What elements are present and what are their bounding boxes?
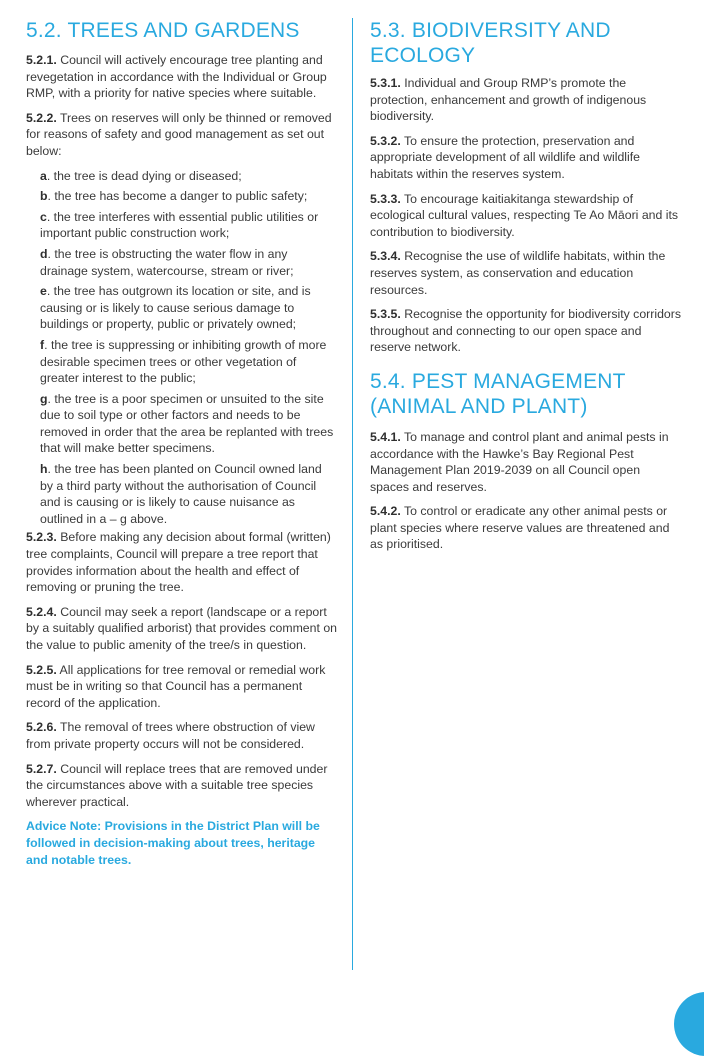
clause-text: Council will replace trees that are removed under the circumstances above with a suitable tree species wherever practical.: [26, 761, 328, 809]
clause-5-3-3: [370, 191, 682, 241]
clause-text: To encourage kaitiakitanga stewardship of ecological cultural values, respecting Te Ao Māori and its contribution to biodiversity.: [370, 191, 679, 239]
clause-number: 5.3.2.: [370, 133, 401, 148]
subclause-text: . the tree is a poor specimen or unsuited to the site due to soil type or other factors and needs to be removed in order that the area be replanted with trees that will make better specimens.: [40, 391, 334, 456]
clause-5-2-1: [26, 52, 338, 102]
clause-5-3-2: [370, 133, 682, 183]
subclause-letter: g: [40, 391, 48, 406]
left-column: [26, 18, 338, 868]
subclause-letter: f: [40, 337, 45, 352]
subclause-letter: h: [40, 462, 48, 477]
section-heading-pest-management: 5.4. PEST MANAGEMENT (ANIMAL AND PLANT): [370, 369, 626, 418]
clause-text: Council will actively encourage tree planting and revegetation in accordance with the Individual or Group RMP, with a priority for native species where suitable.: [26, 53, 327, 101]
clause-number: 5.2.6.: [26, 720, 57, 735]
clause-number: 5.3.3.: [370, 191, 401, 206]
clause-text: The removal of trees where obstruction of view from private property occurs will not be considered.: [26, 720, 315, 751]
clause-text: Council may seek a report (landscape or a report by a suitably qualified arborist) that provides comment on the value to public amenity of the tree/s in question.: [26, 604, 337, 652]
clause-text: To manage and control plant and animal pests in accordance with the Hawke’s Bay Regional Pest Management Plan 2019-2039 on all Council open spaces and reserves.: [370, 429, 669, 494]
clause-number: 5.3.4.: [370, 249, 401, 264]
subclause-text: . the tree is dead dying or diseased;: [46, 168, 242, 183]
right-column: [370, 18, 682, 561]
clause-5-2-4: [26, 604, 338, 654]
subclause-c: [26, 209, 338, 242]
subclause-letter: c: [40, 209, 47, 224]
section-heading-biodiversity: 5.3. BIODIVERSITY AND ECOLOGY: [370, 19, 611, 67]
clause-5-2-2: [26, 110, 338, 160]
subclause-a: [26, 168, 338, 185]
clause-number: 5.2.3.: [26, 530, 57, 545]
subclause-letter: e: [40, 284, 47, 299]
clause-number: 5.2.4.: [26, 604, 57, 619]
clause-5-2-7: [26, 761, 338, 811]
clause-5-4-2: [370, 503, 682, 553]
clause-number: 5.2.1.: [26, 53, 57, 67]
page-corner-marker: [674, 992, 704, 1056]
clause-number: 5.4.2.: [370, 504, 401, 519]
clause-5-2-6: [26, 719, 338, 752]
subclause-text: . the tree is suppressing or inhibiting growth of more desirable specimen trees or other vegetation of greater interest to the public;: [40, 337, 327, 386]
subclause-e: [26, 283, 338, 333]
subclause-letter: b: [40, 189, 48, 204]
clause-text: To control or eradicate any other animal pests or plant species where reserve values are threatened and as prioritised.: [370, 504, 670, 552]
column-divider: [352, 18, 353, 970]
clause-number: 5.2.2.: [26, 110, 57, 125]
clause-number: 5.4.1.: [370, 429, 401, 444]
clause-5-2-5: [26, 662, 338, 712]
clause-text: To ensure the protection, preservation and appropriate development of all wildlife and wildlife habitats within the reserves system.: [370, 133, 641, 181]
subclause-text: . the tree interferes with essential public utilities or important public construction work;: [40, 209, 319, 241]
clause-text: Recognise the opportunity for biodiversity corridors throughout and connecting to our open space and reserve network.: [370, 307, 682, 355]
clause-text: Before making any decision about formal (written) tree complaints, Council will prepare a tree report that provides information about the health and effect of removing or pruning the tree.: [26, 530, 331, 595]
clause-number: 5.3.5.: [370, 307, 401, 322]
clause-5-4-1: [370, 429, 682, 495]
clause-number: 5.3.1.: [370, 76, 401, 90]
clause-number: 5.2.5.: [26, 662, 57, 677]
subclause-d: [26, 246, 338, 279]
section-heading-trees: 5.2. TREES AND GARDENS: [26, 19, 300, 42]
subclause-letter: a: [40, 168, 47, 183]
clause-text: All applications for tree removal or remedial work must be in writing so that Council has a permanent record of the application.: [26, 662, 326, 710]
subclause-letter: d: [40, 246, 48, 261]
subclause-text: . the tree has been planted on Council owned land by a third party without the authorisation of Council and is causing or is likely to cause nuisance as outlined in a – g above.: [40, 462, 322, 526]
subclause-text: . the tree has outgrown its location or site, and is causing or is likely to cause serious damage to buildings or property, public or privately owned;: [40, 284, 311, 332]
clause-5-2-3: [26, 529, 338, 595]
subclause-g: [26, 391, 338, 457]
subclause-f: [26, 337, 338, 387]
clause-5-3-5: [370, 306, 682, 356]
clause-number: 5.2.7.: [26, 761, 57, 776]
subclause-b: [26, 188, 338, 205]
clause-text: Individual and Group RMP’s promote the protection, enhancement and growth of indigenous biodiversity.: [370, 76, 647, 124]
clause-5-3-1: [370, 75, 682, 125]
subclause-text: . the tree has become a danger to public safety;: [47, 189, 308, 204]
subclause-text: . the tree is obstructing the water flow in any drainage system, watercourse, stream or river;: [40, 246, 294, 278]
clause-5-3-4: [370, 248, 682, 298]
clause-text: Recognise the use of wildlife habitats, within the reserves system, as conservation and education resources.: [370, 249, 666, 297]
advice-note: Advice Note: Provisions in the District Plan will be followed in decision-making about trees, heritage and notable trees.: [26, 819, 320, 867]
subclause-h: [26, 461, 338, 527]
clause-text: Trees on reserves will only be thinned or removed for reasons of safety and good management as set out below:: [26, 110, 332, 158]
